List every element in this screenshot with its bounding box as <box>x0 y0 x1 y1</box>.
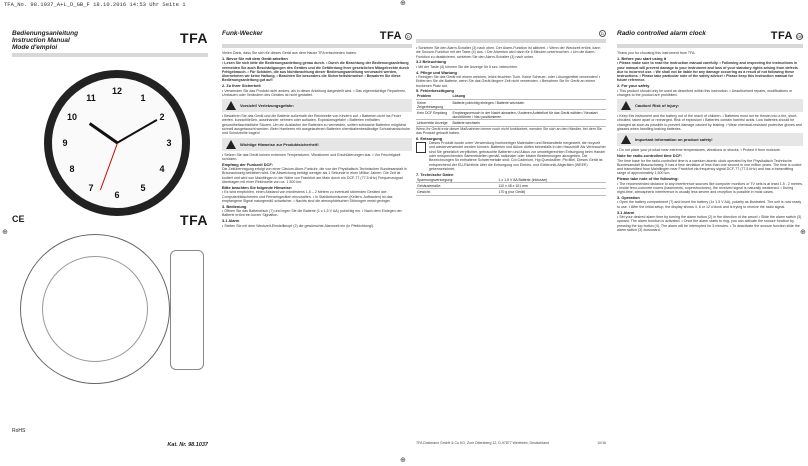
spec-table <box>416 177 606 196</box>
section-heading: 5. Fehlerbeseitigung <box>416 88 454 94</box>
section-text: Dieses Produkt wurde unter Verwendung hochwertiger Materialien und Bestandteile hergestellt, die recycelt und wiederverwendet werden können. Batterien und Akkus dürfen keinesfalls in den Hausmüll! Als Verbraucher sind Sie gesetzlich verpflichtet, gebrauchte Batterien und Akkus zur umweltgerechten Entsorgung beim Handel oder entsprechenden Sammelstellen gemäß nationaler oder lokaler Bestimmungen abzugeben. Die Bezeichnungen für enthaltene Schwermetalle sind: Cd=Cadmium, Hg=Quecksilber, Pb=Blei. Dieses Gerät ist entsprechend der EU-Richtlinie über die Entsorgung von Elektro- und Elektronik-Altgeräten (WEEE) gekennzeichnet. <box>429 141 606 171</box>
troubleshooting-table <box>416 94 606 127</box>
section-heading: 1. Bevor Sie mit dem Gerät arbeiten <box>222 55 288 61</box>
section-text: Wenn Ihr Gerät trotz dieser Maßnahmen immer noch nicht funktioniert, wenden Sie sich an den Händler, bei dem Sie das Produkt gekauft haben. <box>416 126 602 135</box>
warning-icon <box>226 101 236 110</box>
minute-hand <box>116 119 157 144</box>
section-heading: Please take note of the following: <box>617 176 679 182</box>
section-text: • This product should only be used as described within this instruction. • Unauthorised repairs, modifications or changes to the product are prohibited. <box>617 88 793 97</box>
section-heading: 3.1 Alarm <box>617 209 635 215</box>
clock-numeral: 7 <box>88 183 94 194</box>
flag-de-icon: D <box>405 33 412 40</box>
section-text: • Mit der Taste (4) können Sie die Anzeige für 5 sec. beleuchten. <box>416 64 519 69</box>
table-row: Kein DCF Empfang Empfangsversuch in der Nacht abwarten / Anderen Aufstellort für das Gerät wählen / Neustart durchführen / Neu positionieren <box>416 110 606 120</box>
table-row: Unkorrekte Anzeige Batterie wechseln <box>416 120 606 126</box>
cover-title-fr: Mode d'emploi <box>12 44 58 51</box>
divider <box>222 44 412 48</box>
table-row: Gewicht: 170 g (nur Gerät) <box>416 189 606 195</box>
table-row: Gehäusemaße: 110 x 48 x 101 mm <box>416 183 606 189</box>
ce-mark: CE <box>12 214 25 224</box>
warning-box: Caution! Risk of injury: <box>617 99 803 112</box>
section-text: • Do not place your product near extreme temperatures, vibrations or shocks. • Protect it from moisture. <box>617 148 781 153</box>
registration-mark-bottom: ⊕ <box>400 457 406 464</box>
registration-mark-left: ⊕ <box>2 229 8 236</box>
section-text: • Stellen Sie mit dem Weckzeit-Einstellknopf (2) die gewünschte Alarmzeit ein (in Pfeilrichtung!). <box>222 223 375 228</box>
section-text: • Schieben Sie den Alarm-Schalter (3) nach oben. Der Alarm-Funktion ist aktiviert. • Wenn der Weckzeit ertönt, kann die Snooze-Funktion mit der Taste (4) aus. • Der Alarmton wird dann für 5 Minuten unterbrochen. • Um die Alarm-Funktion zu deaktivieren, schieben Sie den Alarm-Schalter (3) nach unten. <box>416 46 601 59</box>
section-heading: 7. Technische Daten <box>416 171 454 177</box>
cover-title-en: Instruction Manual <box>12 37 70 44</box>
english-title: Radio controlled alarm clock <box>617 30 706 37</box>
section-text: • The recommended distance to any interference sources like computer monitors or TV sets is at least 1.5 - 2 metres. • Inside ferro-concrete rooms (basements, superstructures), the received signal is naturally weakened. • During night-time, atmospheric interference is usually less severe and reception is possible in most cases. <box>617 181 803 195</box>
warning-box: Wichtige Hinweise zur Produktsicherheit! <box>222 138 412 151</box>
clock-numeral: 9 <box>62 138 68 148</box>
clock-numeral: 8 <box>69 164 75 174</box>
warning-icon <box>621 135 631 144</box>
section-text: Die Zeitübertragung erfolgt von einer Cäsium-Atom-Funkuhr, die von der Physikalisch-Technischen Bundesanstalt in Braunschweig betrieben wird. Die Abweichung beträgt weniger als 1 Sekunde in einer Million Jahren. Die Zeit ist kodiert und wird von Mainflingen in der Nähe von Frankfurt am Main durch ein DCF-77 (77.5 kHz) Frequenzsignal übertragen mit einer Reichweite von ca. 1 500 km. <box>222 167 407 185</box>
section-text: • Es wird empfohlen, einen Abstand von mindestens 1,5 – 2 Metern zu eventuell störenden Geräten wie Computerbildschirmen und Fernsehgeräten einzuhalten. • In Stahlbetonräumen (Kellern, Aufbauten) ist das empfangene Signal naturgemäß schwächer. • Nachts sind die atmosphärischen Störungen meist geringer. <box>222 190 393 203</box>
section-heading: 6. Entsorgung <box>416 135 443 141</box>
section-heading: 3. Operation <box>617 195 640 201</box>
section-text: • Verwenden Sie das Produkt nicht anders, als in dieser Anleitung dargestellt wird. • Das eigenmächtige Reparieren, Umbauen oder Verändern des Gerätes ist nicht gestattet. <box>222 88 407 97</box>
clock-numeral: 5 <box>140 183 146 194</box>
section-heading: 3.1 Alarm <box>222 218 240 224</box>
second-hand <box>99 143 117 190</box>
intro-text: Vielen Dank, dass Sie sich für dieses Gerät aus dem Hause TFA entschieden haben. <box>222 51 357 55</box>
clock-numeral: 3 <box>166 138 172 148</box>
warning-box: Vorsicht! Verletzungsgefahr: <box>222 99 412 112</box>
section-heading: Note for radio-controlled time DCF: <box>617 153 683 159</box>
clock-numeral: 4 <box>159 164 165 174</box>
tfa-logo-en: TFA <box>770 30 793 42</box>
warning-box: Important information on product safety! <box>617 133 803 146</box>
section-text: • Lesen Sie sich bitte die Bedienungsanleitung genau durch. • Durch die Beachtung der Bedienungsanleitung vermeiden Sie auch Beschädigungen des Gerätes und die Gefährdung Ihrer gesetzlichen Mängelrechte durch Fehlgebrauch. • Für Schäden, die aus Nichtbeachtung dieser Bedienungsanleitung verursacht werden, übernehmen wir keine Haftung. • Beachten Sie besonders die Sicherheitshinweise! • Bewahren Sie diese Bedienungsanleitung gut auf! <box>222 61 410 83</box>
diagram-side-view <box>170 250 204 370</box>
registration-mark-top: ⊕ <box>400 0 406 7</box>
section-heading: 2. For your safety <box>617 83 650 89</box>
german-panel-2 <box>416 30 606 455</box>
tfa-logo-2: TFA <box>180 212 208 228</box>
section-heading: 3.2 Beleuchtung <box>416 59 447 65</box>
section-text: • Reinigen Sie das Gerät mit einem weichen, leicht feuchten Tuch. Keine Scheuer- oder Lösungsmittel verwenden! • Entfernen Sie die Batterie, wenn Sie das Gerät längere Zeit nicht verwenden. • Bewahren Sie Ihr Gerät an einem trockenen Platz auf. <box>416 75 601 88</box>
tfa-logo: TFA <box>180 30 208 46</box>
table-header: Problem <box>416 94 451 100</box>
divider <box>617 44 803 48</box>
tfa-logo-de: TFA <box>379 30 402 42</box>
section-heading: Bitte beachten Sie folgende Hinweise: <box>222 184 293 190</box>
clock-numeral: 2 <box>159 112 165 122</box>
german-panel-1 <box>222 30 412 455</box>
section-heading: 3. Bedienung <box>222 203 247 209</box>
section-heading: 2. Zu Ihrer Sicherheit <box>222 83 261 89</box>
section-text: • Setzen Sie das Gerät keinen extremen Temperaturen, Vibrationen und Erschütterungen aus. • Vor Feuchtigkeit schützen. <box>222 152 401 161</box>
flag-gb-icon: GB <box>797 33 803 39</box>
kat-nr-bottom: Kat. Nr. 98.1037 <box>167 442 208 448</box>
section-text: The time base for the radio-controlled time is a caesium atomic clock operated by the Physikalisch Technische Bundesanstalt Braunschweig. It has a time deviation of less than one second in one million years. The time is coded and transmitted from Mainflingen near Frankfurt via frequency signal DCF-77 (77.5 kHz) and has a transmitting range of approximately 1,500 km. <box>617 158 802 176</box>
table-row: Spannungsversorgung: 1 x 1,5 V AA Batterie (inklusive) <box>416 177 606 183</box>
divider <box>12 53 208 57</box>
print-header: TFA_No. 98.1037_A+L_D_GB_F 18.10.2016 14:53 Uhr Seite 1 <box>4 1 186 8</box>
clock-numeral: 10 <box>66 112 77 122</box>
footer-address: TFA Dostmann GmbH & Co.KG, Zum Ottersberg 12, D-97877 Wertheim, Deutschland <box>416 441 549 445</box>
clock-numeral: 12 <box>111 86 123 96</box>
section-text: • Please make sure to read the instruction manual carefully. • Following and respecting the instructions in your manual will prevent damage to your instrument and loss of your statutory rights arising from defects due to incorrect use. • We shall not be liable for any damage occurring as a result of not following these instructions. • Please take particular note of the safety advice! • Please keep this instruction manual for future reference. <box>617 61 798 83</box>
clock-photo <box>40 68 200 218</box>
page-code: 10/16 <box>597 441 606 445</box>
clock-diagram <box>12 230 208 430</box>
flag-de-icon: D <box>599 30 606 37</box>
intro-text: Thank you for choosing this instrument from TFA. <box>617 51 696 55</box>
section-text: • Bewahren Sie das Gerät und die Batterie außerhalb der Reichweite von Kindern auf. • Batterien nicht ins Feuer werfen, kurzschließen, auseinander nehmen oder aufladen. Explosionsgefahr! • Batterien enthalten gesundheitsschädliche Säuren. Um ein Auslaufen der Batterien zu vermeiden, sollten schwache Batterien möglichst schnell ausgetauscht werden. Beim Hantieren mit ausgelaufenen Batterien chemikalienbeständige Schutzhandschuhe und Schutzbrille tragen! <box>222 114 410 136</box>
waste-bin-icon <box>416 142 426 153</box>
hour-hand <box>88 122 118 144</box>
registration-mark-right: ⊕ <box>800 229 806 236</box>
clock-numeral: 6 <box>114 190 120 200</box>
clock-numeral: 1 <box>140 92 146 103</box>
german-title: Funk-Wecker <box>222 30 263 37</box>
section-text: • Open the battery compartment (7) and insert the battery (1x 1.5 V AA), polarity as illustrated. The unit is now ready to use. • After the initial setup, the display shows 4, 8 or 12 o'clock and is trying to receive the radio signal. <box>617 200 802 209</box>
section-text: • Öffnen Sie das Batteriefach (7) und legen Sie die Batterie (1 x 1,5 V AA) polrichtig ein. • Nach dem Einlegen der Batterie ertönt ein kurzer Signalton. <box>222 209 402 218</box>
clock-numeral: 11 <box>86 92 96 103</box>
section-heading: 4. Pflege und Wartung <box>416 69 457 75</box>
cover-panel <box>12 30 208 455</box>
section-text: • Keep this instrument and the battery out of the reach of children. • Batteries must not be thrown into a fire, short-circuited, taken apart or recharged. Risk of explosion! • Batteries contain harmful acids. Low batteries should be changed as soon as possible to prevent damage caused by leaking. • Wear chemical-resistant protective gloves and glasses when handling leaking batteries. <box>617 114 802 132</box>
clock-face <box>44 70 190 216</box>
section-heading: 1. Before you start using it <box>617 55 667 61</box>
table-row: Keine Zeigerbewegung Batterie polrichtig einlegen / Batterie wechseln <box>416 99 606 109</box>
rohs-mark: RoHS <box>12 428 26 434</box>
section-heading: Empfang der Funkzeit DCF: <box>222 161 274 167</box>
english-panel <box>617 30 803 455</box>
warning-icon <box>621 101 631 110</box>
table-header: Lösung <box>451 94 606 100</box>
cover-title-de: Bedienungsanleitung <box>12 30 79 37</box>
diagram-inner-ring <box>42 256 148 362</box>
divider <box>416 39 606 43</box>
section-text: • Set your desired alarm time by turning the alarm button (2) in the direction of the arrow! • Slide the alarm switch (3) upward. The alarm function is activated. • Once the alarm starts to ring, you can activate the snooze function by pressing the top button (4). The alarm will be interrupted for 5 minutes. • To deactivate the snooze function slide the alarm switch (3) downward. <box>617 214 802 232</box>
warning-icon <box>226 140 236 149</box>
